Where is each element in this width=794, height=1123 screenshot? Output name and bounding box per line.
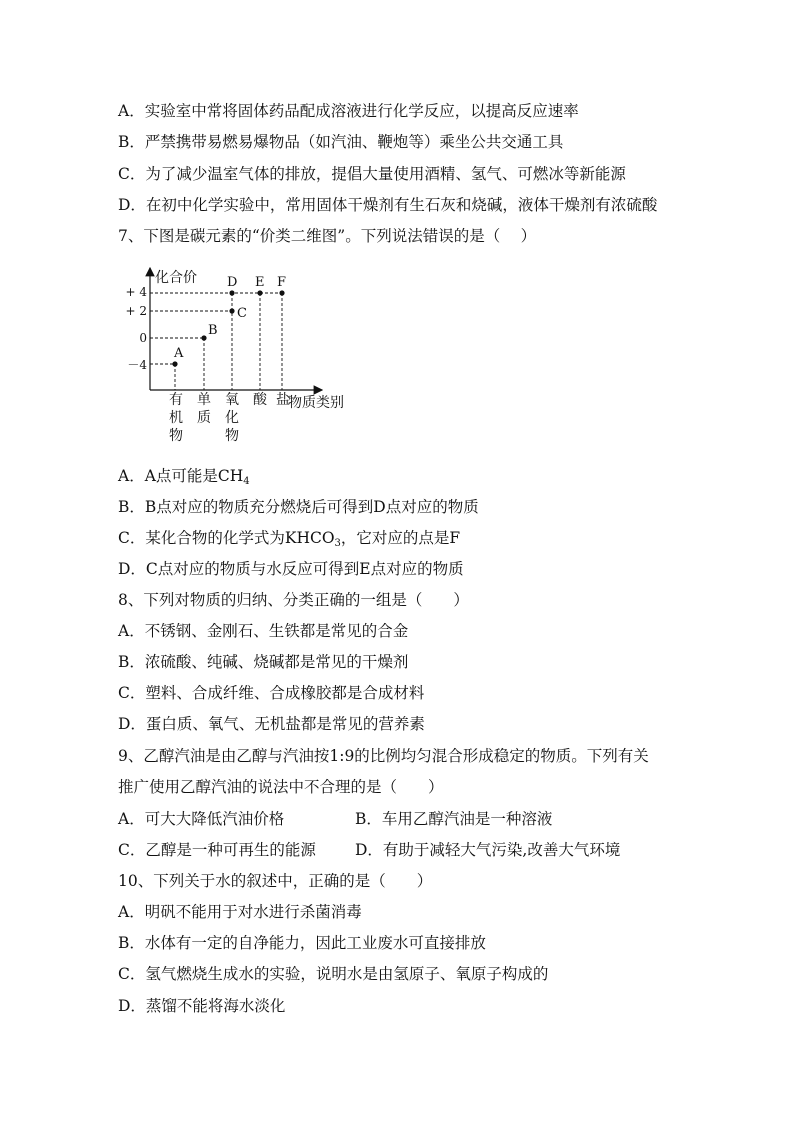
- q9-option-c: C．乙醇是一种可再生的能源: [118, 841, 316, 859]
- category-label: 盐: [276, 392, 290, 408]
- q10-option-a: A．明矾不能用于对水进行杀菌消毒: [118, 903, 362, 921]
- q9-stem-line2: 推广使用乙醇汽油的说法中不合理的是（ ）: [118, 778, 444, 796]
- category-label: 机: [169, 410, 183, 426]
- q7-option-a-subscript: 4: [243, 476, 250, 487]
- q7-stem: 7、下图是碳元素的“价类二维图”。下列说法错误的是（ ）: [118, 227, 537, 245]
- point-b: [201, 335, 206, 340]
- point-label-f: F: [277, 275, 287, 290]
- point-label-d: D: [227, 275, 238, 290]
- valence-category-diagram: [118, 262, 368, 454]
- q8-option-d: D．蛋白质、氧气、无机盐都是常见的营养素: [118, 715, 425, 733]
- point-f: [279, 290, 284, 295]
- point-e: [257, 290, 262, 295]
- q7-option-d: D．C点对应的物质与水反应可得到E点对应的物质: [118, 560, 464, 578]
- q8-option-a: A．不锈钢、金刚石、生铁都是常见的合金: [118, 622, 409, 640]
- q7-option-b: B．B点对应的物质充分燃烧后可得到D点对应的物质: [118, 498, 479, 516]
- q10-option-b: B．水体有一定的自净能力，因此工业废水可直接排放: [118, 934, 486, 952]
- category-label: 质: [197, 410, 211, 426]
- y-axis-label: 化合价: [155, 270, 197, 286]
- y-tick-label: + 2: [125, 304, 147, 318]
- category-label: 氧: [225, 392, 239, 408]
- q7-option-a: [118, 466, 250, 486]
- y-tick-label: 0: [139, 331, 147, 345]
- category-label: 有: [169, 392, 183, 408]
- q10-option-c: C．氢气燃烧生成水的实验，说明水是由氢原子、氧原子构成的: [118, 965, 549, 983]
- q6-option-b: B．严禁携带易燃易爆物品（如汽油、鞭炮等）乘坐公共交通工具: [118, 133, 564, 151]
- q10-option-d: D．蒸馏不能将海水淡化: [118, 997, 286, 1015]
- point-label-a: A: [174, 346, 184, 361]
- q6-option-c: C．为了减少温室气体的排放，提倡大量使用酒精、氢气、可燃冰等新能源: [118, 165, 626, 183]
- point-d: [229, 290, 234, 295]
- q10-stem: 10、下列关于水的叙述中，正确的是（ ）: [118, 872, 433, 890]
- q7-option-a-text: A．A点可能是CH: [118, 467, 244, 485]
- point-a: [172, 361, 177, 366]
- q9-stem-line1: 9、乙醇汽油是由乙醇与汽油按1:9的比例均匀混合形成稳定的物质。下列有关: [118, 747, 649, 765]
- y-tick-label: －4: [127, 358, 147, 372]
- category-label: 酸: [253, 392, 267, 408]
- y-tick-label: + 4: [125, 285, 147, 299]
- q9-option-a: A．可大大降低汽油价格: [118, 810, 285, 828]
- q7-option-c: [118, 528, 460, 548]
- q7-option-c-text: C．某化合物的化学式为KHCO: [118, 529, 335, 547]
- q9-option-b: B．车用乙醇汽油是一种溶液: [355, 810, 553, 828]
- point-c: [229, 308, 234, 313]
- x-axis-label: 物质类别: [288, 395, 344, 411]
- q9-option-d: D．有助于减轻大气污染,改善大气环境: [355, 841, 621, 859]
- point-label-e: E: [255, 275, 265, 290]
- category-label: 化: [225, 410, 239, 426]
- q8-option-b: B．浓硫酸、纯碱、烧碱都是常见的干燥剂: [118, 653, 409, 671]
- q9-options-row1: [118, 809, 678, 829]
- q8-option-c: C．塑料、合成纤维、合成橡胶都是合成材料: [118, 684, 425, 702]
- q6-option-a: A．实验室中常将固体药品配成溶液进行化学反应，以提高反应速率: [118, 102, 579, 120]
- category-label: 物: [225, 428, 239, 444]
- point-label-b: B: [208, 323, 218, 338]
- q7-option-c-tail: ，它对应的点是F: [340, 529, 461, 547]
- q6-option-d: D．在初中化学实验中，常用固体干燥剂有生石灰和烧碱，液体干燥剂有浓硫酸: [118, 196, 658, 214]
- point-label-c: C: [237, 306, 247, 321]
- q7-option-c-subscript: 3: [334, 538, 341, 549]
- q9-options-row2: [118, 840, 678, 860]
- category-label: 物: [169, 428, 183, 444]
- category-label: 单: [197, 392, 211, 408]
- q8-stem: 8、下列对物质的归纳、分类正确的一组是（ ）: [118, 591, 469, 609]
